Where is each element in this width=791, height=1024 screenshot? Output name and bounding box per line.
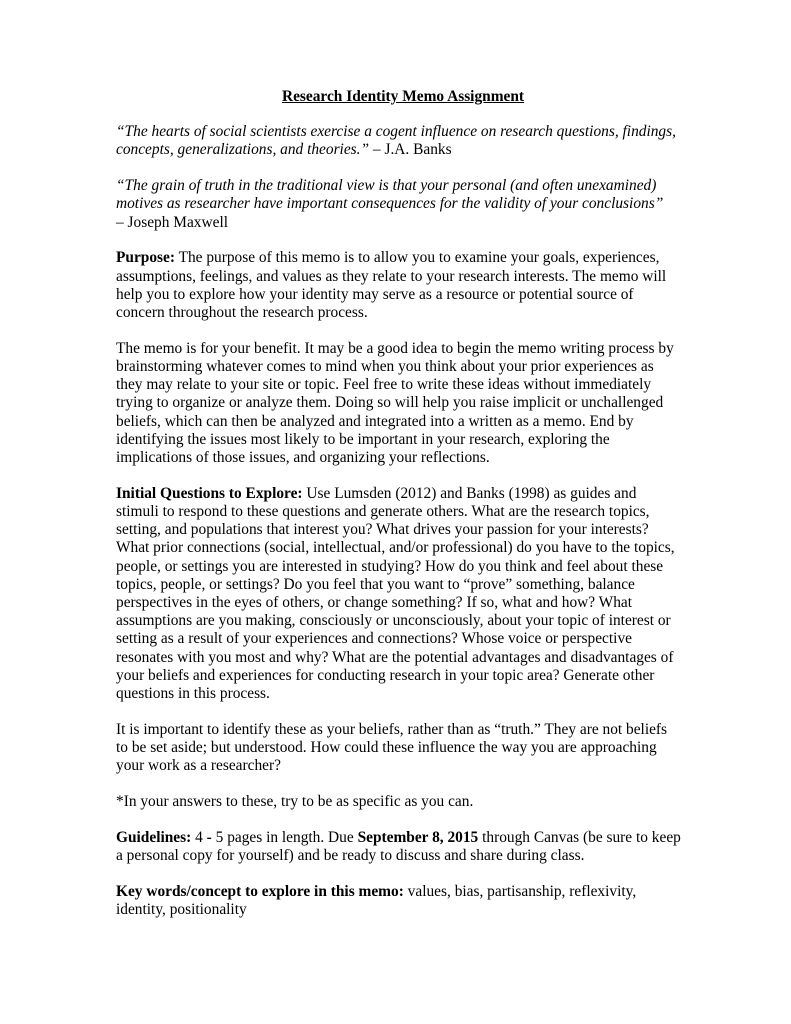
- quote-banks-text: “The hearts of social scientists exercise a cogent influence on research questions, findings, concepts, generalizations, and theories.”: [116, 123, 676, 159]
- guidelines-pages-end: 5 pages in length. Due: [211, 828, 358, 846]
- document-title: Research Identity Memo Assignment: [281, 88, 525, 105]
- quote-maxwell-text: “The grain of truth in the traditional view is that your personal (and often unexamined) motives as researcher have important consequences for the validity of your conclusions”: [116, 177, 664, 213]
- specific-note: *In your answers to these, try to be as specific as you can.: [116, 793, 474, 811]
- keywords-label: Key words/concept to explore in this memo:: [116, 882, 404, 900]
- guidelines-paragraph: [116, 829, 682, 865]
- keywords-text: values, bias, partisanship, reflexivity, identity, positionality: [116, 882, 637, 919]
- quote-maxwell: [116, 177, 682, 232]
- initial-questions-text: Use Lumsden (2012) and Banks (1998) as guides and stimuli to respond to these questions and generate others. What are the research topics, setting, and populations that interest you? What drives your passion for your interests? What prior connections (social, intellectual, and/or professional) do you have to the topics, people, or settings you are interested in studying? How do you think and feel about these topics, people, or settings? Do you feel that you want to “prove” something, balance perspectives in the eyes of others, or change something? If so, what and how? What assumptions are you making, consciously or unconsciously, about your topic of interest or setting as a result of your experiences and connections? Whose voice or perspective resonates with you most and why? What are the potential advantages and disadvantages of your beliefs and experiences for conducting research in your topic area? Generate other questions in this process.: [116, 484, 675, 703]
- guidelines-label: Guidelines:: [116, 828, 192, 846]
- guidelines-pages: 4: [191, 828, 207, 846]
- keywords-paragraph: [116, 883, 682, 919]
- purpose-paragraph: [116, 249, 682, 322]
- quote-banks-attribution: – J.A. Banks: [369, 141, 452, 159]
- initial-questions-paragraph: [116, 485, 682, 703]
- initial-questions-label: Initial Questions to Explore:: [116, 484, 303, 502]
- purpose-text: The purpose of this memo is to allow you to examine your goals, experiences, assumptions, feelings, and values as they relate to your research interests. The memo will help you to explore how your identity may serve as a resource or potential source of concern throughout the research process.: [116, 249, 667, 322]
- beliefs-paragraph: It is important to identify these as your beliefs, rather than as “truth.” They are not beliefs to be set aside; but understood. How could these influence the way you are approaching your work as a researcher?: [116, 720, 668, 775]
- guidelines-dash: -: [206, 828, 212, 846]
- benefit-paragraph: The memo is for your benefit. It may be a good idea to begin the memo writing process by brainstorming whatever comes to mind when you think about your prior experiences as they may relate to your site or topic. Feel free to write these ideas without immediately trying to organize or analyze them. Doing so will help you raise implicit or unchallenged beliefs, which can then be analyzed and integrated into a written as a memo. End by identifying the issues most likely to be important in your research, exploring the implications of those issues, and organizing your reflections.: [116, 339, 674, 467]
- quote-banks: [116, 123, 682, 159]
- guidelines-due-date: September 8, 2015: [357, 828, 479, 846]
- purpose-label: Purpose:: [116, 249, 175, 267]
- memo-document: [116, 88, 682, 937]
- guidelines-rest: through Canvas (be sure to keep a personal copy for yourself) and be ready to discuss and share during class.: [116, 828, 681, 865]
- quote-maxwell-attribution: – Joseph Maxwell: [116, 213, 228, 231]
